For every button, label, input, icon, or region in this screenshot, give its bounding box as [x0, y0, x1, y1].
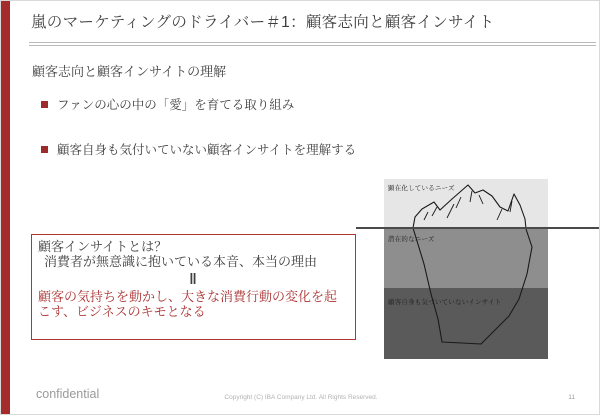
iceberg-outline-drawing [384, 179, 548, 359]
confidential-label: confidential [36, 387, 100, 401]
section-heading: 顧客志向と顧客インサイトの理解 [32, 64, 227, 79]
insight-box-heading: 顧客インサイトとは？ [38, 239, 168, 254]
iceberg-diagram [384, 179, 548, 359]
waterline-divider [356, 227, 600, 229]
bullet-text: ファンの心の中の「愛」を育てる取り組み [57, 98, 295, 112]
left-accent-bar [1, 1, 10, 415]
copyright-text: Copyright (C) IBA Company Ltd. All Rights Reserved. [224, 394, 378, 401]
iceberg-layer-label: 顕在化しているニーズ [388, 185, 455, 192]
page-number: 11 [568, 394, 575, 401]
slide-title: 嵐のマーケティングのドライバー＃1：顧客志向と顧客インサイト [31, 14, 495, 31]
title-divider [29, 42, 596, 46]
equals-symbol: ‖ [189, 270, 198, 288]
bullet-square-icon [41, 101, 48, 108]
insight-box-conclusion: 顧客の気持ちを動かし、大きな消費行動の変化を起こす、ビジネスのキモとなる [38, 289, 338, 320]
bullet-text: 顧客自身も気付いていない顧客インサイトを理解する [57, 143, 357, 157]
iceberg-layer-label: 潜在的なニーズ [388, 236, 435, 243]
bullet-item [41, 95, 294, 113]
iceberg-layer-label: 顧客自身も気づいていないインサイト [388, 299, 502, 306]
insight-box-definition: 消費者が無意識に抱いている本音、本当の理由 [44, 254, 318, 270]
insight-definition-box [31, 234, 356, 340]
bullet-square-icon [41, 146, 48, 153]
bullet-item [41, 140, 356, 158]
